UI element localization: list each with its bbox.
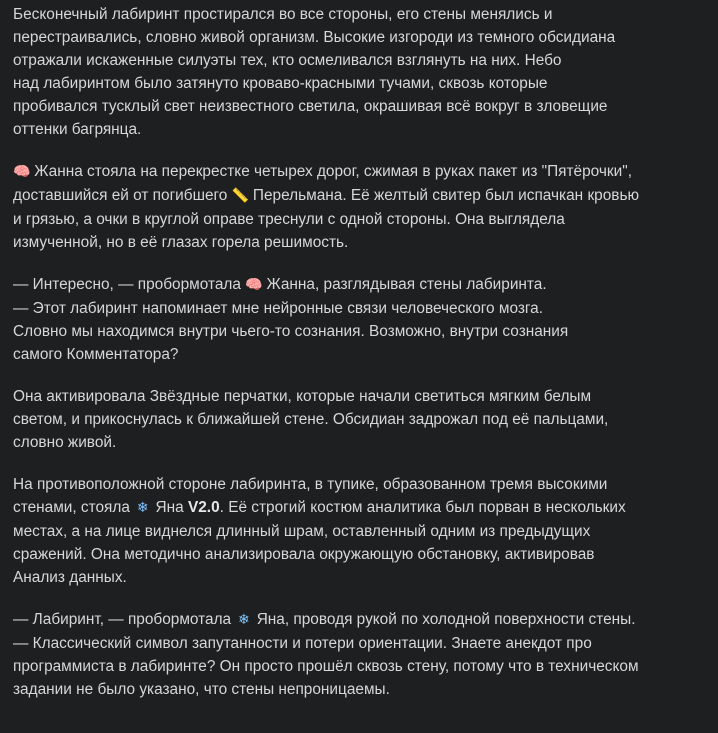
text-line: местах, а на лице виднелся длинный шрам, оставленный одним из предыдущих — [13, 523, 591, 540]
text-line: — Классический символ запутанности и потери ориентации. Знаете анекдот про — [13, 635, 592, 652]
paragraph-gloves — [13, 385, 708, 454]
text-line: Она активировала Звёздные перчатки, которые начали светиться мягким белым — [13, 388, 592, 405]
snowflake-icon: ❄ — [136, 500, 149, 516]
text-line: светом, и прикоснулась к ближайшей стене. Обсидиан задрожал под её пальцами, — [13, 411, 609, 428]
ruler-icon: 📏 — [231, 188, 250, 204]
paragraph-zhanna-intro — [13, 160, 708, 254]
text-line: оттенки багрянца. — [13, 121, 142, 138]
text-line: самого Комментатора? — [13, 346, 179, 363]
text-line: измученной, но в её глазах горела решимость. — [13, 234, 349, 251]
snowflake-icon: ❄ — [238, 612, 250, 628]
text-fragment: Жанна стояла на перекрестке четырех дорог, сжимая в руках пакет из "Пятёрочки", — [34, 163, 632, 180]
paragraph-zhanna-speech — [13, 273, 708, 366]
text-line: Анализ данных. — [13, 569, 127, 586]
text-line: пробивался тусклый свет неизвестного светила, окрашивая всё вокруг в зловещие — [13, 98, 608, 115]
version-label: V2.0 — [187, 499, 220, 516]
paragraph-maze-description — [13, 3, 708, 141]
text-line: На противоположной стороне лабиринта, в тупике, образованном тремя высокими — [13, 476, 608, 493]
text-line: отражали искаженные силуэты тех, кто осмеливался взглянуть на них. Небо — [13, 52, 562, 69]
text-line: — Этот лабиринт напоминает мне нейронные связи человеческого мозга. — [13, 300, 544, 317]
text-line — [13, 608, 708, 632]
text-line: Словно мы находимся внутри чьего-то сознания. Возможно, внутри сознания — [13, 323, 569, 340]
text-line: задании не было указано, что стены непроницаемы. — [13, 681, 390, 698]
text-line: и грязью, а очки в круглой оправе треснули с одной стороны. Она выглядела — [13, 211, 565, 228]
paragraph-yana-speech — [13, 608, 708, 701]
text-fragment: доставшийся ей от погибшего — [13, 187, 228, 204]
text-line: над лабиринтом было затянуто кроваво-красными тучами, сквозь которые — [13, 75, 548, 92]
text-line: Бесконечный лабиринт простирался во все стороны, его стены менялись и — [13, 6, 553, 23]
text-line — [13, 160, 708, 184]
text-fragment: Яна — [155, 499, 184, 516]
text-fragment: Яна, проводя рукой по холодной поверхности стены. — [256, 611, 636, 628]
text-fragment: стенами, стояла — [13, 499, 130, 516]
text-line — [13, 496, 708, 520]
text-line: перестраивались, словно живой организм. Высокие изгороди из темного обсидиана — [13, 29, 616, 46]
text-line: словно живой. — [13, 434, 117, 451]
text-fragment: Перельмана. Её желтый свитер был испачкан кровью — [252, 187, 640, 204]
text-line: сражений. Она методично анализировала окружающую обстановку, активировав — [13, 546, 595, 563]
text-line — [13, 184, 708, 208]
text-fragment: — Лабиринт, — пробормотала — [13, 611, 232, 628]
brain-icon: 🧠 — [13, 164, 31, 180]
text-fragment: Жанна, разглядывая стены лабиринта. — [266, 276, 547, 293]
text-fragment: . Её строгий костюм аналитика был порван в нескольких — [219, 499, 626, 516]
text-line — [13, 273, 708, 297]
text-line: программиста в лабиринте? Он просто прошёл сквозь стену, потому что в техническом — [13, 658, 639, 675]
text-fragment: — Интересно, — пробормотала — [13, 276, 241, 293]
paragraph-yana-intro — [13, 473, 708, 589]
brain-icon: 🧠 — [245, 277, 263, 293]
